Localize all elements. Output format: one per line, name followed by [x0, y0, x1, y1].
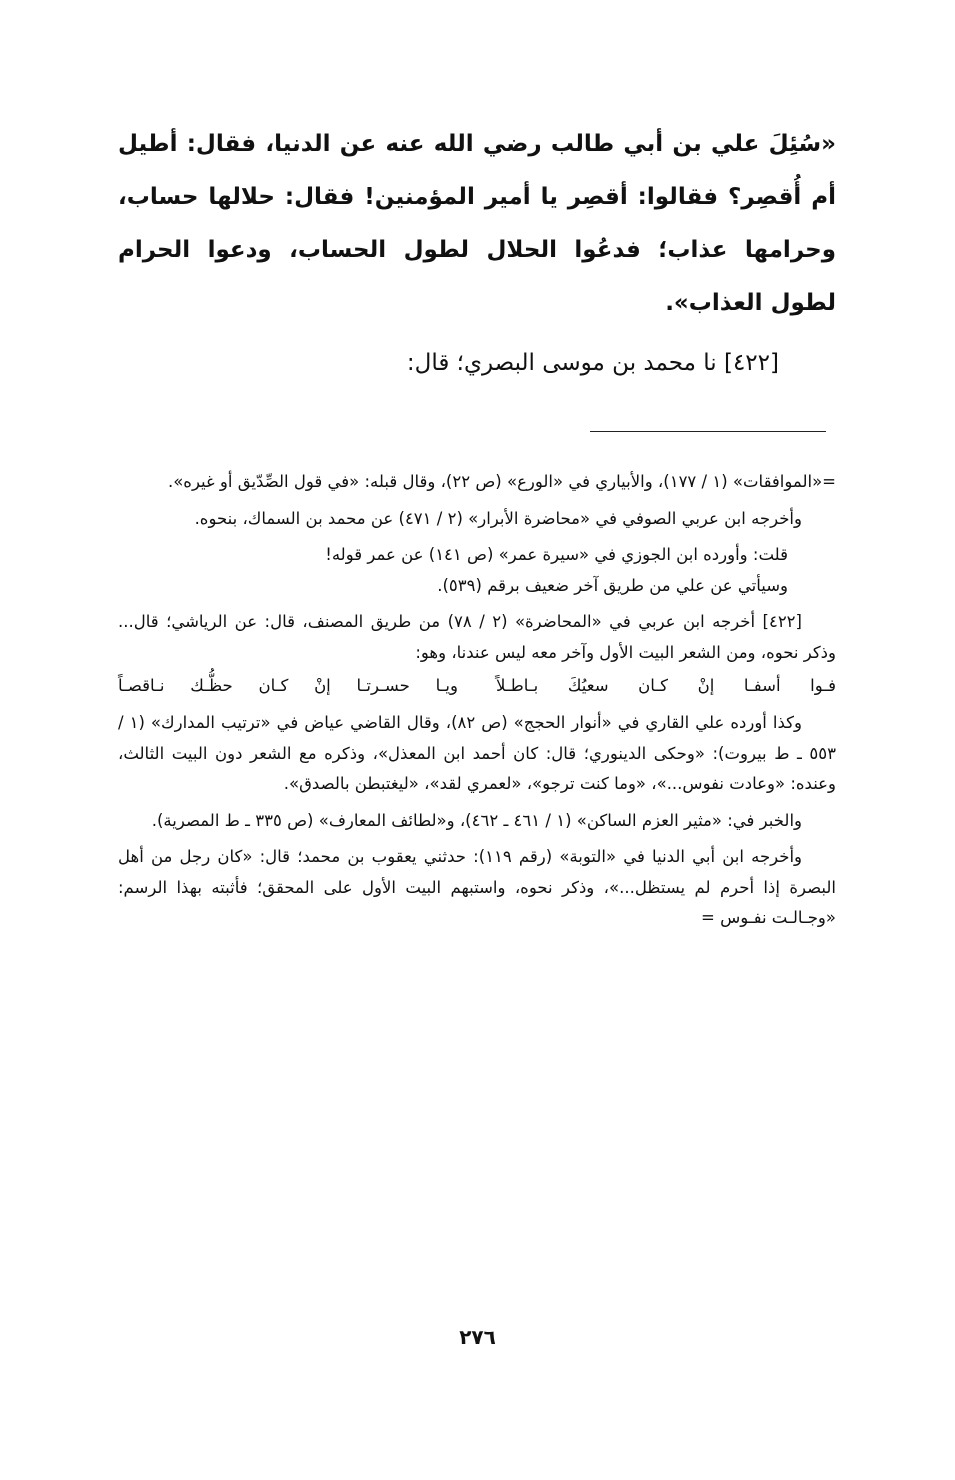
footnote-paragraph: قلت: وأورده ابن الجوزي في «سيرة عمر» (ص ١٤١) عن عمر قوله!	[325, 545, 788, 564]
verse-second-hemistich: ويـا حسـرتـا إنْ كـان حظُّـك نـاقصـاً	[118, 676, 458, 695]
footnote-paragraph: [٤٢٢] أخرجه ابن عربي في «المحاضرة» (٢ / ٧٨) من طريق المصنف، قال: عن الرياشي؛ قال... وذكر نحوه، ومن الشعر البيت الأول وآخر معه ليس عندنا، وهو:	[118, 612, 836, 662]
isnad-line: [٤٢٢] نا محمد بن موسى البصري؛ قال:	[406, 350, 779, 376]
footnote-paragraph: =«الموافقات» (١ / ١٧٧)، والأبياري في «الورع» (ص ٢٢)، وقال قبله: «في قول الصِّدّيق أو غيره».	[167, 472, 836, 491]
poem-verse	[118, 670, 836, 702]
footnote-paragraph: وكذا أورده علي القاري في «أنوار الحجج» (ص ٨٢)، وقال القاضي عياض في «ترتيب المدارك» (١ / ٥٥٣ ـ ط بيروت): «وحكى الدينوري؛ قال: كان أحمد ابن المعذل»، وذكره مع الشعر دون البيت الثالث، وعنده: «وعادت نفوس...»، «وما كنت ترجو»، «لعمري لقد»، «ليغتبطن بالصدق».	[118, 713, 836, 793]
footnotes	[118, 467, 836, 940]
footnote-paragraph: وأخرجه ابن عربي الصوفي في «محاضرة الأبرار» (٢ / ٤٧١) عن محمد بن السماك، بنحوه.	[194, 508, 802, 528]
main-paragraph: «سُئِلَ علي بن أبي طالب رضي الله عنه عن الدنيا، فقال: أطيل أم أُقصِر؟ فقالوا: أقصِر يا أمير المؤمنين! فقال: حلالها حساب، وحرامها عذاب؛ فدعُوا الحلال لطول الحساب، ودعوا الحرام لطول العذاب».	[118, 131, 836, 316]
footnote-paragraph: وأخرجه ابن أبي الدنيا في «التوبة» (رقم ١١٩): حدثني يعقوب بن محمد؛ قال: «كان رجل من أهل البصرة إذا أحرم لم يستظل...»، وذكر نحوه، واستبهم البيت الأول على المحقق؛ فأثبته بهذا الرسم: «وجـالـت نفـوس =	[118, 847, 836, 927]
footnote-paragraph: والخبر في: «مثير العزم الساكن» (١ / ٤٦١ ـ ٤٦٢)، و«لطائف المعارف» (ص ٣٣٥ ـ ط المصرية).	[151, 810, 802, 830]
footnote-paragraph: وسيأتي عن علي من طريق آخر ضعيف برقم (٥٣٩).	[437, 575, 788, 595]
footnote-separator	[590, 431, 826, 432]
main-text	[118, 118, 836, 330]
page-number: ٢٧٦	[459, 1325, 496, 1349]
verse-first-hemistich: فـوا أسفـا إنْ كـان سعيُكَ بـاطـلاً	[496, 676, 836, 695]
